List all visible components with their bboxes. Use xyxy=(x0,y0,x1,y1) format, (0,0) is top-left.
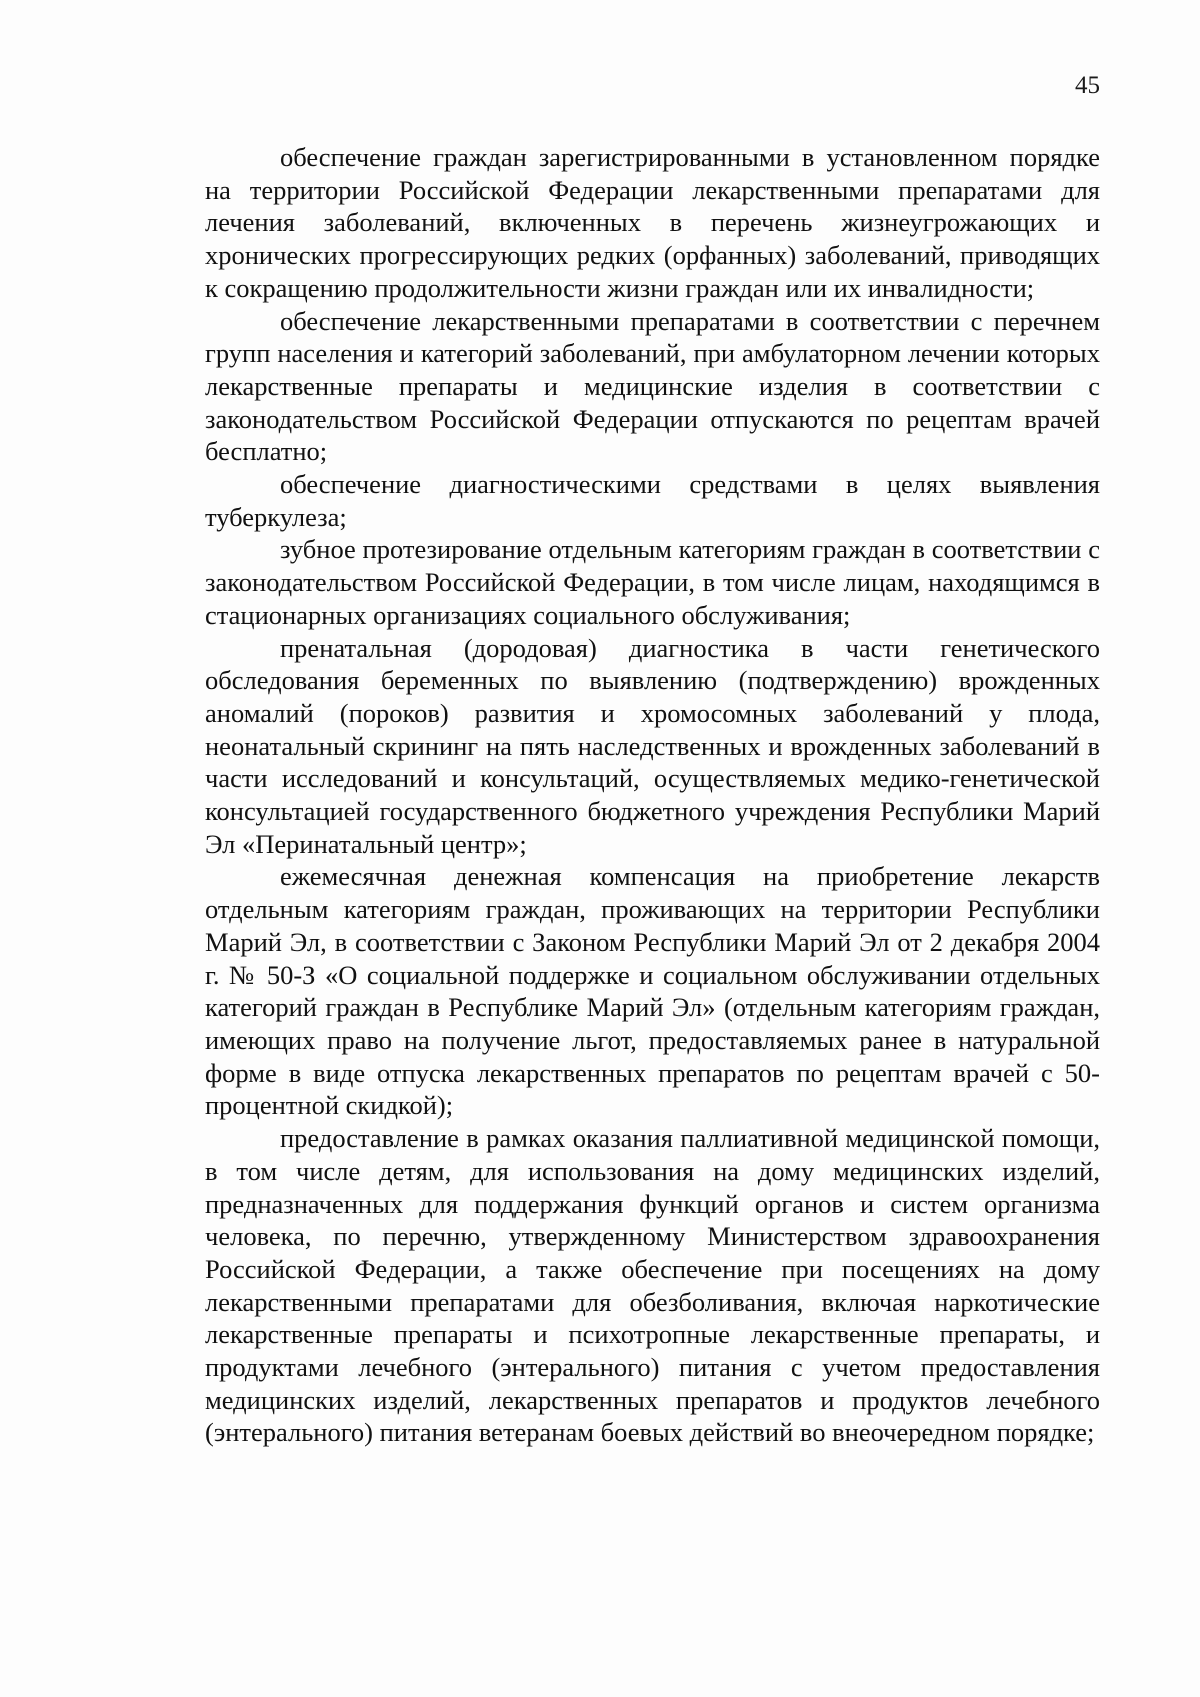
paragraph-free-prescriptions: обеспечение лекарственными препаратами в соответствии с перечнем групп населения и категорий заболеваний, при амбулаторном лечении которых лекарственные препараты и медицинские изделия в соответствии с законодательством Российской Федерации отпускаются по рецептам врачей бесплатно; xyxy=(205,305,1100,467)
paragraph-orphan-diseases: обеспечение граждан зарегистрированными в установленном порядке на территории Российской Федерации лекарственными препаратами для лечения заболеваний, включенных в перечень жизнеугрожающих и хронических прогрессирующих редких (орфанных) заболеваний, приводящих к сокращению продолжительности жизни граждан или их инвалидности; xyxy=(205,142,1100,303)
paragraph-palliative-care: предоставление в рамках оказания паллиативной медицинской помощи, в том числе детям, для использования на дому медицинских изделий, предназначенных для поддержания функций органов и систем организма человека, по перечню, утвержденному Министерством здравоохранения Российской Федерации, а также обеспечение при посещениях на дому лекарственными препаратами для обезболивания, включая наркотические лекарственные препараты и психотропные лекарственные препараты, и продуктами лечебного (энтерального) питания с учетом предоставления медицинских изделий, лекарственных препаратов и продуктов лечебного (энтерального) питания ветеранам боевых действий во внеочередном порядке; xyxy=(205,1123,1100,1448)
paragraph-monthly-compensation: ежемесячная денежная компенсация на приобретение лекарств отдельным категориям граждан, проживающих на территории Республики Марий Эл, в соответствии с Законом Республики Марий Эл от 2 декабря 2004 г. № 50-З «О социальной поддержке и социальном обслуживании отдельных категорий граждан в Республике Марий Эл» (отдельным категориям граждан, имеющих право на получение льгот, предоставляемых ранее в натуральной форме в виде отпуска лекарственных препаратов по рецептам врачей с 50-процентной скидкой); xyxy=(205,861,1100,1121)
paragraph-prenatal-diagnostics: пренатальная (дородовая) диагностика в части генетического обследования беременных по выявлению (подтверждению) врожденных аномалий (пороков) развития и хромосомных заболеваний у плода, неонатальный скрининг на пять наследственных и врожденных заболеваний в части исследований и консультаций, осуществляемых медико-генетической консультацией государственного бюджетного учреждения Республики Марий Эл «Перинатальный центр»; xyxy=(205,632,1100,859)
paragraph-tuberculosis-diagnostics: обеспечение диагностическими средствами в целях выявления туберкулеза; xyxy=(205,469,1100,532)
paragraph-dental-prosthetics: зубное протезирование отдельным категориям граждан в соответствии с законодательством Российской Федерации, в том числе лицам, находящимся в стационарных организациях социального обслуживания; xyxy=(205,534,1100,630)
document-body xyxy=(205,141,1100,1449)
page-number: 45 xyxy=(1075,72,1100,99)
